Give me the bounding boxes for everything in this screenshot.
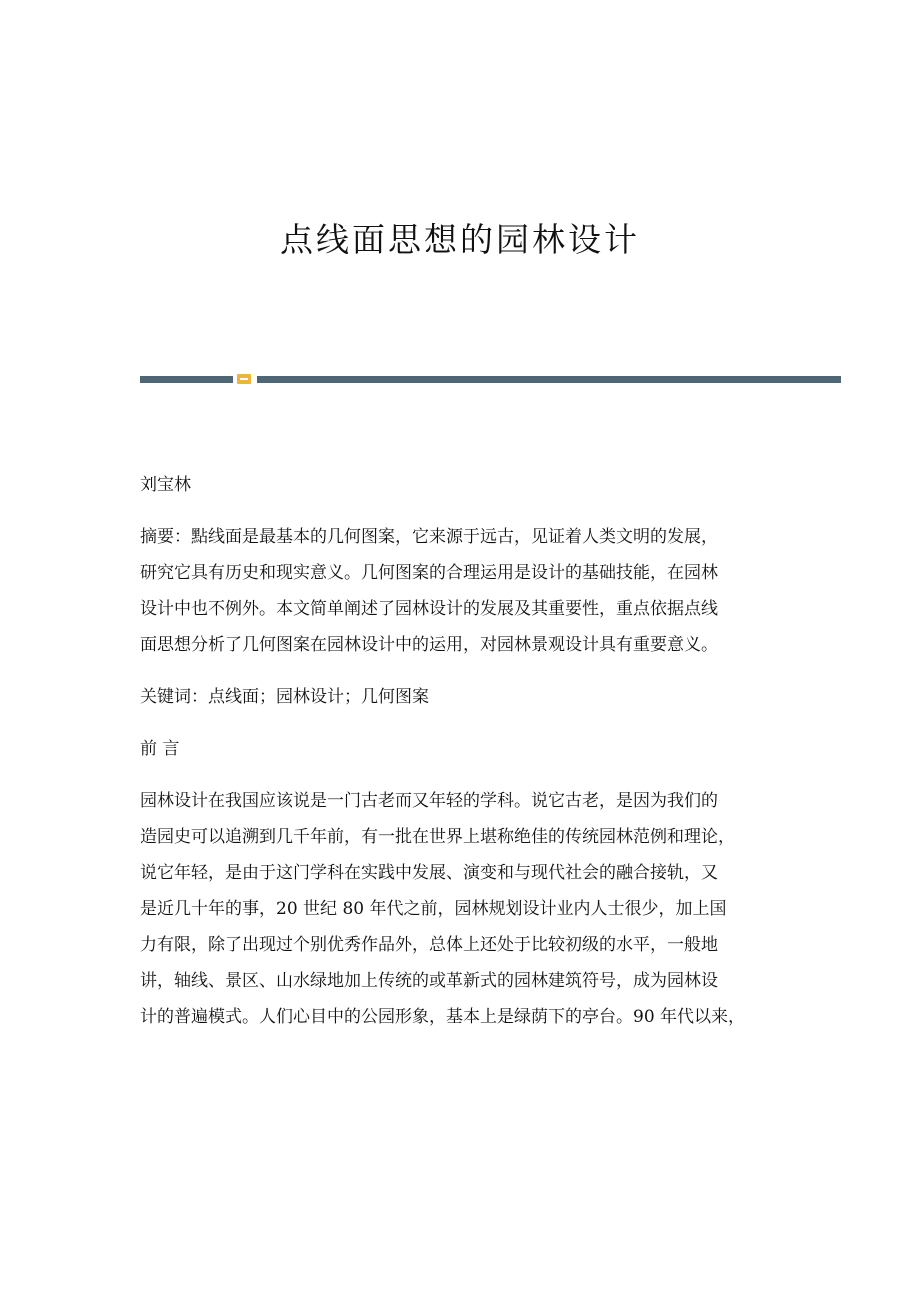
body-line: 力有限，除了出现过个别优秀作品外，总体上还处于比较初级的水平，一般地 (140, 935, 718, 955)
section-heading: 前 言 (140, 739, 180, 759)
abstract-line: 摘要：點线面是最基本的几何图案，它来源于远古，见证着人类文明的发展， (140, 527, 718, 547)
document-title: 点线面思想的园林设计 (280, 220, 640, 259)
author-name: 刘宝林 (140, 475, 191, 495)
abstract-line: 面思想分析了几何图案在园林设计中的运用，对园林景观设计具有重要意义。 (140, 635, 718, 655)
document-body (140, 467, 800, 1035)
divider-ornament-icon (237, 374, 251, 384)
body-line: 讲，轴线、景区、山水绿地加上传统的或革新式的园林建筑符号，成为园林设 (140, 971, 718, 991)
divider-bar-left (140, 376, 233, 383)
body-line: 造园史可以追溯到几千年前，有一批在世界上堪称绝佳的传统园林范例和理论， (140, 827, 735, 847)
body-line: 计的普遍模式。人们心目中的公园形象，基本上是绿荫下的亭台。90 年代以来， (140, 1007, 746, 1027)
abstract-line: 研究它具有历史和现实意义。几何图案的合理运用是设计的基础技能，在园林 (140, 563, 718, 583)
keywords: 关键词：点线面；园林设计；几何图案 (140, 687, 429, 707)
abstract-line: 设计中也不例外。本文简单阐述了园林设计的发展及其重要性，重点依据点线 (140, 599, 718, 619)
body-paragraph (140, 783, 800, 1035)
body-line: 是近几十年的事，20 世纪 80 年代之前，园林规划设计业内人士很少，加上国 (140, 899, 727, 919)
body-line: 说它年轻，是由于这门学科在实践中发展、演变和与现代社会的融合接轨，又 (140, 863, 718, 883)
abstract (140, 519, 800, 663)
divider-bar-right (257, 376, 841, 383)
title-divider (140, 374, 841, 384)
body-line: 园林设计在我国应该说是一门古老而又年轻的学科。说它古老，是因为我们的 (140, 791, 718, 811)
